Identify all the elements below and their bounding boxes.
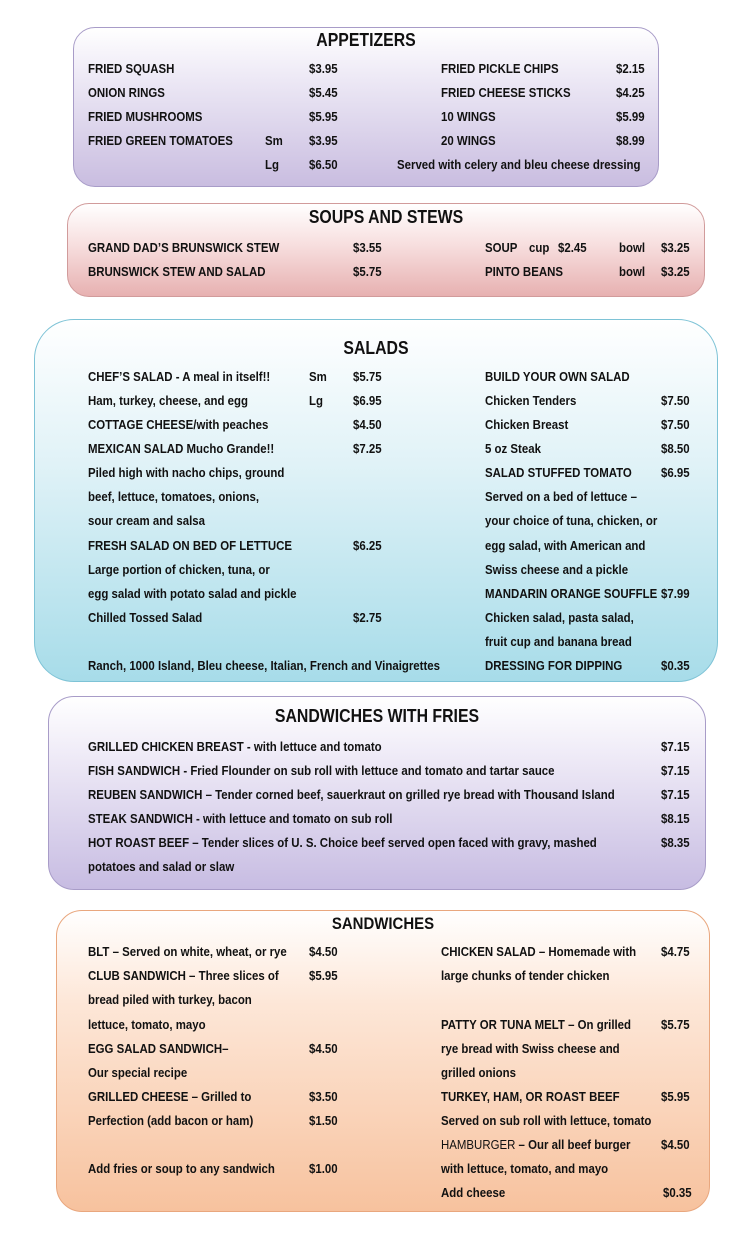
stuffed-desc-1: Served on a bed of lettuce – [485,489,637,504]
tossed-salad: Chilled Tossed Salad [88,610,203,625]
hamburger-label: HAMBURGER [441,1137,516,1152]
patty-melt-desc-2: grilled onions [441,1065,517,1080]
fried-mushrooms: FRIED MUSHROOMS [88,109,203,124]
mandarin-desc-1: Chicken salad, pasta salad, [485,610,634,625]
mandarin-desc-2: fruit cup and banana bread [485,634,632,649]
chicken-tenders-price: $7.50 [661,393,690,408]
club-sandwich-price: $5.95 [309,968,338,983]
brunswick-stew-price: $3.55 [353,240,382,255]
cottage-cheese-price: $4.50 [353,417,382,432]
hot-roast-beef-2: potatoes and salad or slaw [88,859,235,874]
fried-green-tomatoes: FRIED GREEN TOMATOES [88,133,233,148]
fresh-salad: FRESH SALAD ON BED OF LETTUCE [88,538,293,553]
fresh-salad-price: $6.25 [353,538,382,553]
club-desc-2: lettuce, tomato, mayo [88,1017,206,1032]
patty-melt: PATTY OR TUNA MELT – On grilled [441,1017,632,1032]
mexican-desc-2: beef, lettuce, tomatoes, onions, [88,489,259,504]
hot-roast-beef: HOT ROAST BEEF – Tender slices of U. S. Choice beef served open faced with gravy, mashed [88,835,597,850]
chicken-breast-price: $7.50 [661,417,690,432]
wings-20-price: $8.99 [616,133,645,148]
soup-bowl-label: bowl [619,240,646,255]
chefs-salad: CHEF’S SALAD - A meal in itself!! [88,369,271,384]
turkey-ham-roast-desc: Served on sub roll with lettuce, tomato [441,1113,652,1128]
add-fries-soup-price: $1.00 [309,1161,338,1176]
dressing-list: Ranch, 1000 Island, Bleu cheese, Italian, French and Vinaigrettes [88,658,441,673]
cottage-cheese: COTTAGE CHEESE/with peaches [88,417,269,432]
fresh-desc-1: Large portion of chicken, tuna, or [88,562,270,577]
patty-melt-price: $5.75 [661,1017,690,1032]
mexican-salad-price: $7.25 [353,441,382,456]
soup-cup-label: cup [529,240,550,255]
fried-cheese-sticks: FRIED CHEESE STICKS [441,85,571,100]
mexican-desc-1: Piled high with nacho chips, ground [88,465,285,480]
hamburger-desc: – Our all beef burger [515,1137,631,1152]
mexican-desc-3: sour cream and salsa [88,513,206,528]
stuffed-tomato-price: $6.95 [661,465,690,480]
fried-squash-price: $3.95 [309,61,338,76]
grilled-chicken-breast-price: $7.15 [661,739,690,754]
mexican-salad: MEXICAN SALAD Mucho Grande!! [88,441,275,456]
chefs-sm-price: $5.75 [353,369,382,384]
mandarin-souffle-price: $7.99 [661,586,690,601]
pinto-bowl-label: bowl [619,264,646,279]
onion-rings: ONION RINGS [88,85,165,100]
pinto-beans: PINTO BEANS [485,264,563,279]
soup-label: SOUP [485,240,518,255]
onion-rings-price: $5.45 [309,85,338,100]
build-your-own: BUILD YOUR OWN SALAD [485,369,630,384]
egg-salad-price: $4.50 [309,1041,338,1056]
brunswick-stew: GRAND DAD’S BRUNSWICK STEW [88,240,280,255]
blt-price: $4.50 [309,944,338,959]
blt: BLT – Served on white, wheat, or rye [88,944,287,959]
fgt-sm-price: $3.95 [309,133,338,148]
chicken-salad: CHICKEN SALAD – Homemade with [441,944,637,959]
steak-5oz-price: $8.50 [661,441,690,456]
chefs-lg-price: $6.95 [353,393,382,408]
fried-pickle-chips-price: $2.15 [616,61,645,76]
reuben-sandwich-price: $7.15 [661,787,690,802]
soup-cup-price: $2.45 [558,240,587,255]
grilled-cheese-price: $3.50 [309,1089,338,1104]
fried-mushrooms-price: $5.95 [309,109,338,124]
fresh-desc-2: egg salad with potato salad and pickle [88,586,297,601]
salads-title: SALADS [343,338,409,358]
brunswick-stew-salad-price: $5.75 [353,264,382,279]
sandwiches-fries-title: SANDWICHES WITH FRIES [274,706,480,726]
tossed-salad-price: $2.75 [353,610,382,625]
wings-served-with: Served with celery and bleu cheese dressing [397,157,641,172]
stuffed-desc-2: your choice of tuna, chicken, or [485,513,658,528]
hamburger-desc-2: with lettuce, tomato, and mayo [441,1161,609,1176]
fgt-lg-label: Lg [265,157,279,172]
fried-pickle-chips: FRIED PICKLE CHIPS [441,61,559,76]
appetizers-title: APPETIZERS [316,30,416,50]
hamburger-price: $4.50 [661,1137,690,1152]
grilled-cheese: GRILLED CHEESE – Grilled to [88,1089,252,1104]
egg-salad: EGG SALAD SANDWICH– [88,1041,229,1056]
hot-roast-beef-price: $8.35 [661,835,690,850]
chicken-tenders: Chicken Tenders [485,393,577,408]
chicken-salad-price: $4.75 [661,944,690,959]
club-desc-1: bread piled with turkey, bacon [88,992,252,1007]
chefs-lg-label: Lg [309,393,323,408]
steak-sandwich: STEAK SANDWICH - with lettuce and tomato on sub roll [88,811,393,826]
stuffed-desc-4: Swiss cheese and a pickle [485,562,629,577]
dressing-dipping: DRESSING FOR DIPPING [485,658,623,673]
add-cheese: Add cheese [441,1185,506,1200]
grilled-chicken-breast: GRILLED CHICKEN BREAST - with lettuce and tomato [88,739,382,754]
stuffed-tomato: SALAD STUFFED TOMATO [485,465,632,480]
fgt-sm-label: Sm [265,133,283,148]
brunswick-stew-salad: BRUNSWICK STEW AND SALAD [88,264,266,279]
steak-5oz: 5 oz Steak [485,441,541,456]
sandwiches-title: SANDWICHES [331,914,435,933]
wings-10-price: $5.99 [616,109,645,124]
chicken-breast: Chicken Breast [485,417,569,432]
mandarin-souffle: MANDARIN ORANGE SOUFFLE [485,586,658,601]
soup-bowl-price: $3.25 [661,240,690,255]
chefs-desc: Ham, turkey, cheese, and egg [88,393,249,408]
turkey-ham-roast: TURKEY, HAM, OR ROAST BEEF [441,1089,620,1104]
club-sandwich: CLUB SANDWICH – Three slices of [88,968,279,983]
fried-squash: FRIED SQUASH [88,61,175,76]
grilled-cheese-addon: Perfection (add bacon or ham) [88,1113,254,1128]
egg-salad-desc: Our special recipe [88,1065,188,1080]
dressing-dipping-price: $0.35 [661,658,690,673]
add-cheese-price: $0.35 [663,1185,692,1200]
add-fries-soup: Add fries or soup to any sandwich [88,1161,275,1176]
turkey-ham-roast-price: $5.95 [661,1089,690,1104]
wings-20: 20 WINGS [441,133,496,148]
hamburger [441,1137,630,1153]
fish-sandwich-price: $7.15 [661,763,690,778]
fish-sandwich: FISH SANDWICH - Fried Flounder on sub roll with lettuce and tomato and tartar sauce [88,763,555,778]
chicken-salad-desc: large chunks of tender chicken [441,968,610,983]
fgt-lg-price: $6.50 [309,157,338,172]
patty-melt-desc-1: rye bread with Swiss cheese and [441,1041,620,1056]
chefs-sm-label: Sm [309,369,327,384]
fried-cheese-sticks-price: $4.25 [616,85,645,100]
steak-sandwich-price: $8.15 [661,811,690,826]
pinto-bowl-price: $3.25 [661,264,690,279]
reuben-sandwich: REUBEN SANDWICH – Tender corned beef, sauerkraut on grilled rye bread with Thousand Island [88,787,615,802]
soups-title: SOUPS AND STEWS [308,207,464,227]
wings-10: 10 WINGS [441,109,496,124]
stuffed-desc-3: egg salad, with American and [485,538,646,553]
grilled-cheese-addon-price: $1.50 [309,1113,338,1128]
